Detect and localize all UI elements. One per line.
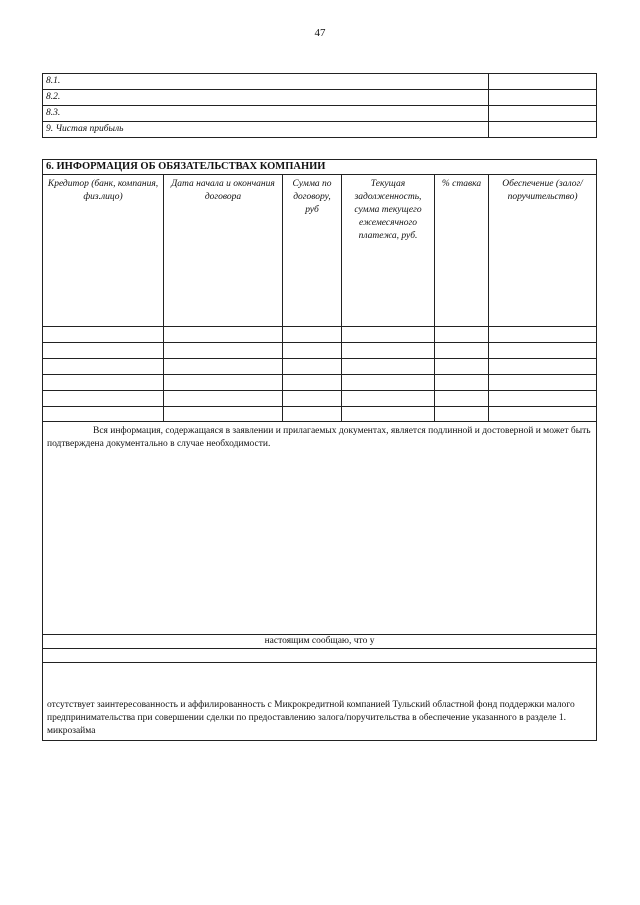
declaration-text: Вся информация, содержащаяся в заявлении и прилагаемых документах, является подлинной и достоверной и может быть подтверждена документально в случае необходимости. <box>47 426 591 449</box>
page-number: 47 <box>314 27 326 39</box>
table-cell[interactable] <box>164 375 283 391</box>
financial-rows-table <box>42 73 597 138</box>
table-cell[interactable] <box>342 327 435 343</box>
table-row <box>43 375 597 391</box>
row-value-cell[interactable] <box>489 122 597 138</box>
table-cell[interactable] <box>43 359 164 375</box>
column-header-dates: Дата начала и окончания договора <box>164 175 283 327</box>
table-cell[interactable] <box>435 407 489 422</box>
row-value-cell[interactable] <box>489 74 597 90</box>
declaration-block <box>43 422 597 635</box>
section-title: 6. ИНФОРМАЦИЯ ОБ ОБЯЗАТЕЛЬСТВАХ КОМПАНИИ <box>43 160 597 175</box>
column-header-collateral: Обеспечение (залог/поручительство) <box>489 175 597 327</box>
column-header-amount: Сумма по договору, руб <box>283 175 342 327</box>
column-header-rate: % ставка <box>435 175 489 327</box>
table-row <box>43 122 597 138</box>
table-cell[interactable] <box>164 407 283 422</box>
notify-line: настоящим сообщаю, что у <box>43 635 597 649</box>
column-header-debt: Текущая задолженность, сумма текущего ежемесячного платежа, руб. <box>342 175 435 327</box>
table-cell[interactable] <box>283 391 342 407</box>
row-value-cell[interactable] <box>489 106 597 122</box>
table-cell[interactable] <box>164 327 283 343</box>
table-row <box>43 391 597 407</box>
table-row <box>43 106 597 122</box>
table-cell[interactable] <box>342 375 435 391</box>
table-cell[interactable] <box>43 375 164 391</box>
table-cell[interactable] <box>342 343 435 359</box>
table-cell[interactable] <box>342 359 435 375</box>
table-header-row <box>43 175 597 327</box>
table-cell[interactable] <box>164 391 283 407</box>
table-cell[interactable] <box>489 343 597 359</box>
table-cell[interactable] <box>283 407 342 422</box>
table-cell[interactable] <box>43 327 164 343</box>
table-row <box>43 407 597 422</box>
table-cell[interactable] <box>164 359 283 375</box>
table-cell[interactable] <box>164 343 283 359</box>
obligations-table <box>42 159 597 741</box>
row-value-cell[interactable] <box>489 90 597 106</box>
table-cell[interactable] <box>43 407 164 422</box>
conflict-statement: отсутствует заинтересованность и аффилированность с Микрокредитной компанией Тульский областной фонд поддержки малого предпринимательства при совершении сделки по предоставлению залога/поручительства в обеспечение указанного в разделе 1. микрозайма <box>43 663 597 741</box>
table-cell[interactable] <box>283 375 342 391</box>
table-cell[interactable] <box>283 343 342 359</box>
table-row <box>43 359 597 375</box>
table-cell[interactable] <box>435 375 489 391</box>
table-cell[interactable] <box>489 327 597 343</box>
table-row <box>43 343 597 359</box>
row-label: 9. Чистая прибыль <box>43 122 489 138</box>
table-cell[interactable] <box>489 407 597 422</box>
entity-name-field[interactable] <box>43 649 597 663</box>
table-cell[interactable] <box>342 407 435 422</box>
column-header-creditor: Кредитор (банк, компания, физ.лицо) <box>43 175 164 327</box>
table-cell[interactable] <box>435 327 489 343</box>
table-row <box>43 74 597 90</box>
table-cell[interactable] <box>435 391 489 407</box>
table-cell[interactable] <box>43 343 164 359</box>
table-cell[interactable] <box>489 359 597 375</box>
table-cell[interactable] <box>435 359 489 375</box>
table-cell[interactable] <box>435 343 489 359</box>
table-row <box>43 327 597 343</box>
table-cell[interactable] <box>283 359 342 375</box>
row-label: 8.1. <box>43 74 489 90</box>
table-cell[interactable] <box>342 391 435 407</box>
table-cell[interactable] <box>43 391 164 407</box>
table-cell[interactable] <box>489 391 597 407</box>
row-label: 8.3. <box>43 106 489 122</box>
table-row <box>43 90 597 106</box>
table-cell[interactable] <box>283 327 342 343</box>
table-cell[interactable] <box>489 375 597 391</box>
row-label: 8.2. <box>43 90 489 106</box>
